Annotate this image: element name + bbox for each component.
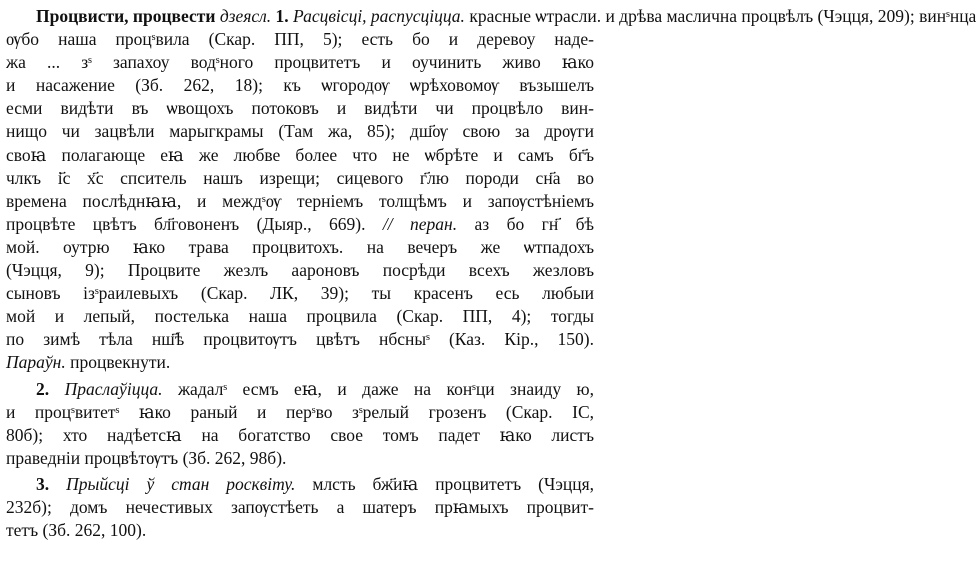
- figurative-tail: аз бо гн҃ бѣ: [474, 213, 594, 234]
- sense-2-text-2: 80б); хто надѣетсꙗ на богатство свое томъ падет ꙗко листъ: [6, 424, 594, 445]
- compare-line: [6, 351, 594, 374]
- sense-3-gloss: Прыйсці ў стан росквіту.: [66, 473, 296, 494]
- sense-2-text-0: жадалˢ есмъ еꙗ, и даже на конˢци знаиду ю,: [177, 378, 595, 399]
- sense-3-number: 3.: [36, 473, 50, 494]
- sense-1-text-7: члкъ і҃с х҃с спситель нашъ изрещи; сицевого г҃лю породи сн҃а во: [6, 167, 594, 188]
- headword: Процвисти, процвести: [36, 6, 216, 26]
- sense-2-text-1: и процˢвитетˢ ꙗко раный и перˢво зˢрелый грозенъ (Скар. ІС,: [6, 401, 594, 422]
- sense-1-text-13: мой и лепый, постелька наша процвила (Скар. ПП, 4); тогды: [6, 306, 594, 327]
- sense-1-text-2: жа ... зˢ запахоу водˢного процвитетъ и оучинить живо ꙗко: [6, 52, 594, 73]
- sense-1-text-5: нищо чи зацвѣли марыгкрамы (Там жа, 85); дш҃ѹ свою за дрѹги: [6, 121, 594, 142]
- sense-2-line-0: [6, 378, 594, 401]
- compare-label: Параўн.: [6, 352, 66, 373]
- figurative-marker: // перан.: [382, 213, 458, 234]
- sense-1-text-9: [6, 213, 594, 236]
- sense-1-text-4: есми видѣти въ ѡвощохъ потоковъ и видѣти чи процвѣло вин-: [6, 98, 594, 119]
- sense-1-text-8: времена послѣднꙗꙗ, и междˢѹ терніемъ толщѣмъ и запѹстѣніемъ: [6, 190, 594, 211]
- sense-1-text-10: мой. оутрю ꙗко трава процвитохъ. на вечеръ же ѡтпадохъ: [6, 236, 594, 257]
- compare-text: процвекнути.: [70, 352, 171, 373]
- sense-3-line-0: [6, 473, 594, 496]
- sense-2-gloss: Праслаўіцца.: [64, 378, 163, 399]
- sense-3-text-0: млсть бж҃иꙗ процвитетъ (Чэцця,: [312, 473, 595, 494]
- sense-1-text-11: (Чэцця, 9); Процвите жезлъ аароновъ посрѣди всехъ жезловъ: [6, 260, 594, 281]
- sense-1-number: 1.: [275, 6, 289, 26]
- sense-1-text-6: своꙗ полагающе еꙗ же любве более что не ѡбрѣте и самъ бг҃ъ: [6, 144, 594, 165]
- sense-2-number: 2.: [36, 378, 50, 399]
- sense-3-text-2: тетъ (Зб. 262, 100).: [6, 520, 147, 541]
- sense-1-text-9-main: процвѣте цвѣтъ бл҃говоненъ (Дыяр., 669).: [6, 213, 366, 234]
- entry-line-1: [6, 5, 976, 28]
- sense-1-text-3: и насажение (Зб. 262, 18); къ ѡгородѹ ѡрѣховомѹ възышелъ: [6, 75, 594, 96]
- sense-2-text-3: праведніи процвѣтѹтъ (Зб. 262, 98б).: [6, 447, 287, 468]
- sense-1-text-14: по зимѣ тѣла нш҃ѣ процвитѹтъ цвѣтъ нбсныˢ (Каз. Кір., 150).: [6, 329, 594, 350]
- sense-1-text-12: сыновъ ізˢраилевыхъ (Скар. ЛК, 39); ты красенъ есь любыи: [6, 283, 594, 304]
- sense-1-text-0: красные ѡтрасли. и дрѣва маслична процвѣлъ (Чэцця, 209); винˢнца: [469, 6, 976, 26]
- sense-1-gloss: Расцвісці, распусціцца.: [293, 6, 465, 26]
- sense-3-text-1: 232б); домъ нечестивых запѹстѣеть а шатеръ прꙗмыхъ процвит-: [6, 496, 594, 517]
- part-of-speech: дзеясл.: [219, 6, 272, 26]
- sense-1-text-1: ѹбо наша процˢвила (Скар. ПП, 5); есть бо и деревоу наде-: [6, 29, 594, 50]
